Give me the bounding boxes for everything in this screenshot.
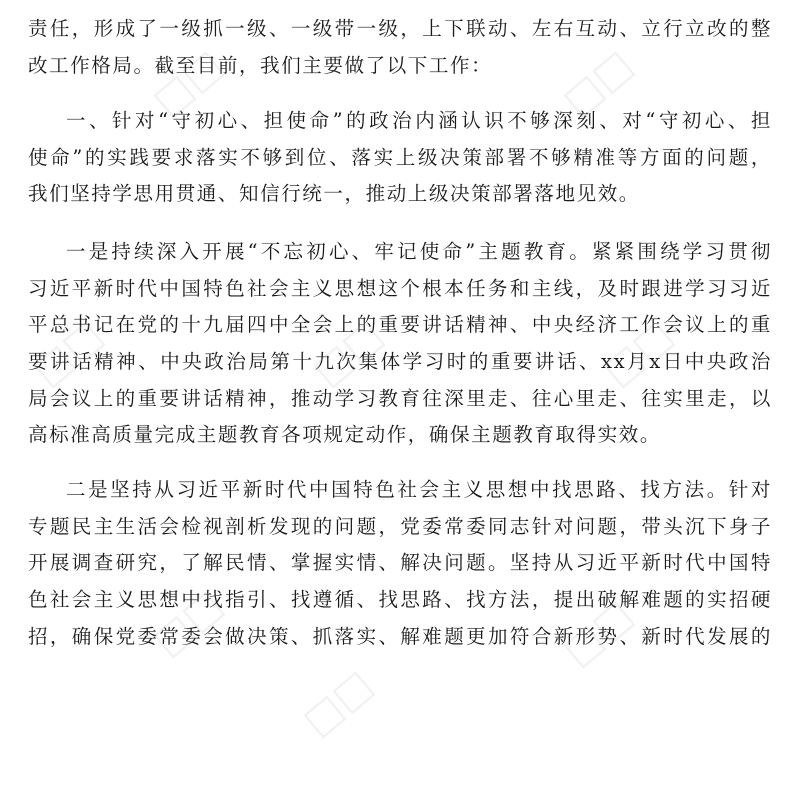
watermark-mark: □□ [144,581,232,665]
watermark-mark: □□ [144,41,232,125]
paragraph-item-two [28,472,772,655]
text-line: 改工作格局。截至目前，我们主要做了以下工作： [28,53,493,77]
watermark-mark: □□ [594,311,682,395]
watermark-mark: □□ [24,311,112,395]
text-line: 要讲话精神、中央政治局第十九次集体学习时的重要讲话、xx月x日中央政治 [28,350,772,374]
paragraph-section-one [28,103,772,213]
text-line: 局会议上的重要讲话精神，推动学习教育往深里走、往心里走、往实里走，以 [28,386,772,410]
text-line: 二是坚持从习近平新时代中国特色社会主义思想中找思路、找方法。针对 [66,478,772,501]
text-line: 平总书记在党的十九届四中全会上的重要讲话精神、中央经济工作会议上的重 [28,313,772,337]
text-line: 使命”的实践要求落实不够到位、落实上级决策部署不够精准等方面的问题， [28,145,772,169]
paragraph-item-one [28,234,772,454]
text-line: 招，确保党委常委会做决策、抓落实、解难题更加符合新形势、新时代发展的 [28,624,772,648]
text-line: 高标准高质量完成主题教育各项规定动作，确保主题教育取得实效。 [28,423,662,447]
watermark-mark: □□ [554,41,642,125]
text-line: 色社会主义思想中找指引、找遵循、找思路、找方法，提出破解难题的实招硬 [28,588,772,612]
text-line: 我们坚持学思用贯通、知信行统一，推动上级决策部署落地见效。 [28,182,640,206]
text-line: 一是持续深入开展“不忘初心、牢记使命”主题教育。紧紧围绕学习贯彻 [66,240,772,263]
watermark-mark: □□ [294,661,382,745]
watermark-mark: □□ [554,591,642,675]
text-line: 一、针对“守初心、担使命”的政治内涵认识不够深刻、对“守初心、担 [66,109,772,132]
watermark-mark: □□ [304,311,392,395]
text-line: 开展调查研究，了解民情、掌握实情、解决问题。坚持从习近平新时代中国特 [28,551,772,575]
text-line: 责任，形成了一级抓一级、一级带一级，上下联动、左右互动、立行立改的整 [28,17,772,40]
text-line: 习近平新时代中国特色社会主义思想这个根本任务和主线，及时跟进学习习近 [28,276,772,300]
text-line: 专题民主生活会检视剖析发现的问题，党委常委同志针对问题，带头沉下身子 [28,514,772,538]
paragraph-intro-continuation [28,11,772,84]
